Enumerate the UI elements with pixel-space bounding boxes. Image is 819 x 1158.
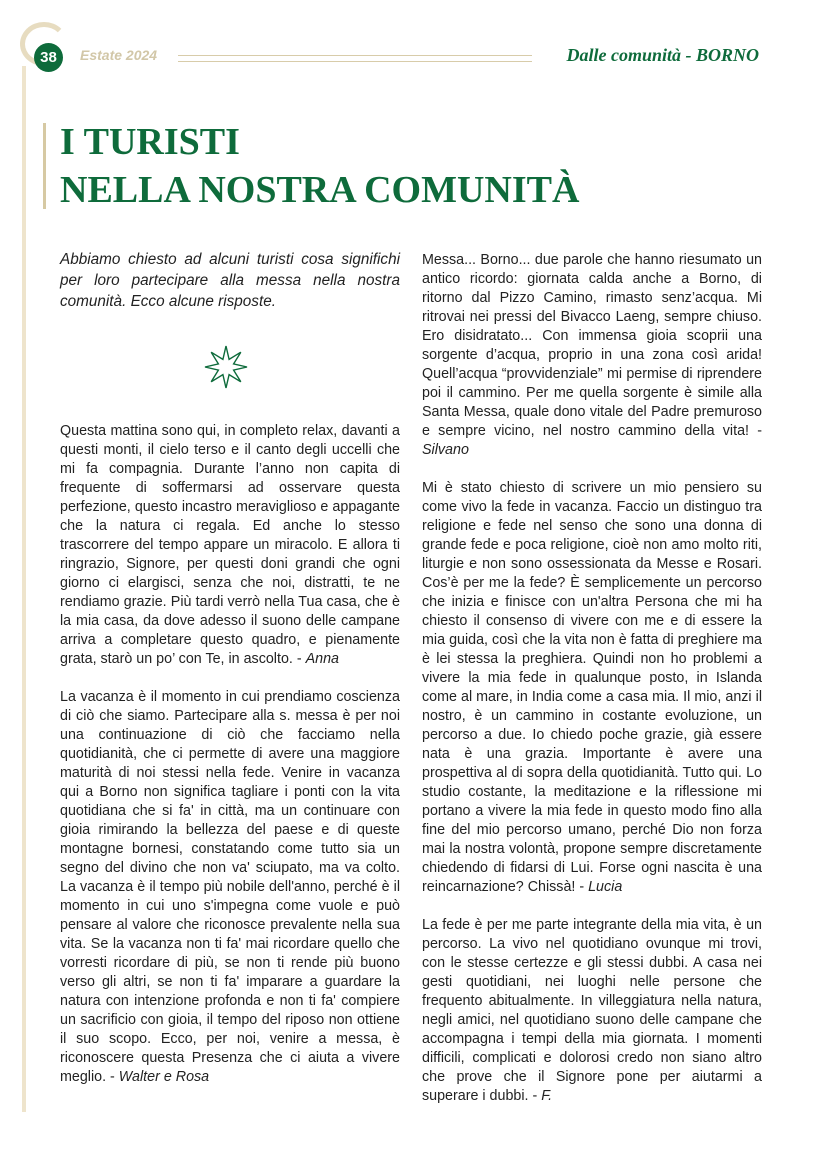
title-line-2: NELLA NOSTRA COMUNITÀ: [60, 169, 580, 211]
title-accent-bar: [43, 123, 46, 209]
article-intro: Abbiamo chiesto ad alcuni turisti cosa significhi per loro partecipare alla messa nella nostra comunità. Ecco alcune risposte.: [60, 251, 400, 310]
testimony-paragraph: [422, 251, 762, 460]
eight-point-star-icon: [204, 345, 248, 389]
testimony-paragraph: [60, 422, 400, 669]
testimony-author: Silvano: [422, 442, 469, 458]
header-rule: [178, 55, 532, 62]
testimony-paragraph: [60, 688, 400, 1087]
testimony-text: Mi è stato chiesto di scrivere un mio pensiero su come vivo la fede in vacanza. Faccio un distinguo tra religione e fede nel senso che sono una donna di grande fede e poca religione, cioè non amo molto riti, liturgie e non sono ossessionata da Messe e Rosari. Cos’è per me la fede? È semplicemente un percorso che inizia e finisce con un'altra Persona che mi ha chiesto il consenso di vivere con me e di essere la mia guida, così che la vita non è fatta di preghiere ma è lei stessa la preghiera. Quindi non ho problemi a vivere la mia fede in qualunque posto, in Islanda come al mare, in India come a casa mia. Il mio, anzi il nostro, è un cammino in costante evoluzione, un percorso a due. Io chiedo poche grazie, già essere nata è una grazia. Importante è avere una prospettiva al di sopra della quotidianità. Tutto qui. Lo studio costante, la meditazione e la riflessione mi portano a vivere la mia fede in questo modo fino alla fine del mio percorso umano, perché Dio non forza mai la nostra volontà, propone sempre discretamente chiedendo di fidarsi di Lui. Forse ogni nascita è una reincarnazione? Chissà! -: [422, 480, 762, 895]
article-title: [60, 118, 579, 214]
testimony-text: Questa mattina sono qui, in completo relax, davanti a questi monti, il cielo terso e il canto degli uccelli che mi fa compagnia. Durante l’anno non capita di frequente di soffermarsi ad osservare questa perfezione, questo incastro meraviglioso e appagante che la natura ci regala. Ed anche lo stesso trascorrere del tempo appare un miracolo. E allora ti ringrazio, Signore, per questi doni grandi che ogni giorno ci elargisci, senza che noi, distratti, te ne rendiamo grazie. Più tardi verrò nella Tua casa, che è la mia casa, da dove adesso il suono delle campane arriva a completare questo quadro, e pienamente grata, starò un po’ con Te, in ascolto. -: [60, 423, 400, 667]
issue-label: Estate 2024: [80, 47, 158, 63]
testimony-paragraph: [422, 916, 762, 1106]
right-column: [422, 251, 762, 1125]
testimony-text: Messa... Borno... due parole che hanno riesumato un antico ricordo: giornata calda anche a Borno, di ritorno dal Pizzo Camino, rimasto senz’acqua. Mi ritrovai nei pressi del Bivacco Laeng, sempre chiuso. Ero disidratato... Con immensa gioia scoprii una sorgente d’acqua, proprio in una zona così arida! Quell’acqua “provvidenziale” mi permise di riprendere poi il cammino. Per me quella sorgente è simile alla Santa Messa, quale dono vitale del Padre premuroso e sempre vicino, nel nostro cammino della vita! -: [422, 252, 762, 439]
title-line-1: I TURISTI: [60, 121, 240, 163]
decorative-side-line: [22, 66, 26, 1112]
testimony-text: La fede è per me parte integrante della mia vita, è un percorso. La vivo nel quotidiano ovunque mi trovi, con le stesse certezze e gli stessi dubbi. A casa nei gesti quotidiani, nei luoghi nelle persone che frequento abitualmente. In villeggiatura nella natura, negli amici, nel quotidiano suono delle campane che accompagna i tempi della mia giornata. I momenti difficili, complicati e dolorosi credo non siano altro che prove che il Signore pone per aiutarmi a superare i dubbi. -: [422, 917, 762, 1104]
left-column: [60, 422, 400, 1106]
testimony-author: Anna: [305, 651, 339, 667]
section-title: Dalle comunità - BORNO: [566, 45, 759, 65]
testimony-text: La vacanza è il momento in cui prendiamo coscienza di ciò che siamo. Partecipare alla s. messa è per noi una continuazione di ciò che facciamo nella quotidianità, che ci permette di avere una maggiore maturità di noi stessi nella fede. Venire in vacanza qui a Borno non significa tagliare i ponti con la vita quotidiana che si fa' in città, ma un continuare con gioia rimirando la bellezza del paese e di queste montagne bornesi, constatando come tutto sia un segno del divino che non va' sciupato, ma va colto. La vacanza è il tempo più nobile dell'anno, perché è il momento in cui uno s'impegna come vuole e può pensare al valore che riconosce prevalente nella sua vita. Se la vacanza non ti fa' mai ricordare quello che vorresti ricordare di più, se non ti rende più buono verso gli altri, se non ti fa' imparare a guardare la natura con intenzione profonda e non ti fa' compiere un sacrificio con gioia, il tempo del riposo non ottiene il suo scopo. Ecco, per noi, venire a messa, è riconoscere questa Presenza che ci aiuta a vivere meglio. -: [60, 689, 400, 1085]
testimony-author: Lucia: [588, 879, 623, 895]
testimony-paragraph: [422, 479, 762, 897]
testimony-author: F.: [541, 1088, 553, 1104]
testimony-author: Walter e Rosa: [118, 1069, 210, 1085]
page-number-badge: 38: [34, 43, 63, 72]
